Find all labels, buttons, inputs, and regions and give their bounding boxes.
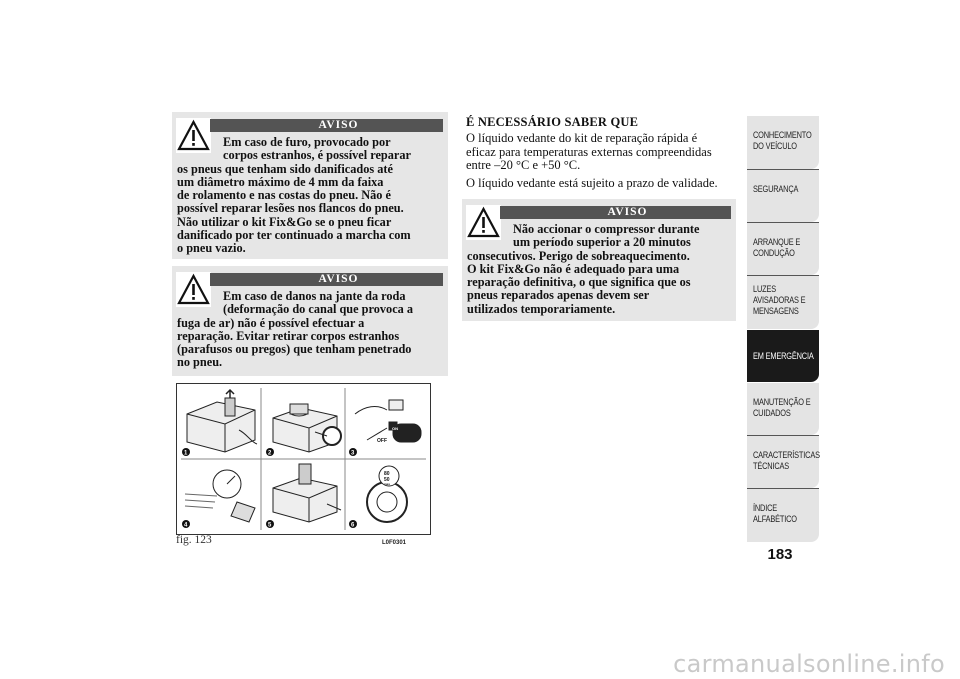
tab-caracteristicas-tecnicas[interactable] — [747, 436, 819, 488]
warning-line: de rolamento e nas costas do pneu. Não é — [177, 188, 391, 203]
speed-unit-label: max — [384, 482, 391, 486]
warning-line: Em caso de furo, provocado por — [223, 135, 391, 149]
tab-label: AVISADORAS E — [753, 295, 806, 305]
warning-line: (parafusos ou pregos) que tenham penetrado — [177, 342, 412, 357]
step-number: 2 — [268, 450, 272, 457]
warning-line: danificado por ter continuado a marcha com — [177, 228, 411, 243]
paragraph-line: entre –20 °C e +50 °C. — [466, 158, 581, 173]
tab-label: ARRANQUE E — [753, 237, 801, 247]
warning-line: o pneu vazio. — [177, 241, 246, 256]
warning-title: AVISO — [210, 273, 443, 286]
warning-line: Em caso de danos na jante da roda — [223, 289, 406, 303]
warning-line: reparação definitiva, o que significa que os — [467, 275, 691, 290]
warning-line: Não accionar o compressor durante — [513, 222, 700, 236]
tab-label: CONDUÇÃO — [753, 248, 795, 258]
speed-label: 80 — [384, 471, 390, 477]
warning-line: um período superior a 20 minutos — [513, 235, 691, 250]
tab-label: ÍNDICE — [753, 503, 778, 513]
tab-label: MANUTENÇÃO E — [753, 397, 811, 407]
tab-label: TÉCNICAS — [753, 461, 790, 471]
section-heading: É NECESSÁRIO SABER QUE — [466, 115, 639, 129]
warning-line: fuga de ar) não é possível efectuar a — [177, 315, 365, 330]
step-number: 3 — [351, 450, 355, 457]
warning-line: um diâmetro máximo de 4 mm da faixa — [177, 174, 384, 189]
figure-illustration — [176, 383, 431, 535]
warning-box-3 — [462, 199, 736, 321]
warning-line: consecutivos. Perigo de sobreaquecimento. — [467, 248, 690, 263]
paragraph-2: O líquido vedante está sujeito a prazo de validade. — [466, 176, 718, 190]
tab-manutencao-e-cuidados[interactable] — [747, 383, 819, 435]
paragraph-line: O líquido vedante do kit de reparação rápida é — [466, 131, 698, 145]
warning-text — [467, 223, 728, 316]
step-number: 6 — [351, 522, 355, 529]
warning-box-2 — [172, 266, 448, 376]
fix-and-go-steps-illustration — [177, 384, 430, 534]
warning-line: utilizados temporariamente. — [467, 301, 616, 316]
step-number: 1 — [184, 450, 188, 457]
figure-code: L0F0301 — [382, 540, 407, 546]
warning-line: pneus reparados apenas devem ser — [467, 288, 650, 303]
off-label: OFF — [377, 438, 387, 444]
warning-title: AVISO — [500, 206, 731, 219]
warning-line: possível reparar lesões nos flancos do pneu. — [177, 201, 404, 216]
warning-line: O kit Fix&Go não é adequado para uma — [467, 261, 680, 276]
tab-label: CUIDADOS — [753, 408, 791, 418]
warning-text — [177, 136, 440, 256]
tab-label: ALFABÉTICO — [753, 514, 797, 524]
warning-line: Não utilizar o kit Fix&Go se o pneu ficar — [177, 214, 392, 229]
warning-line: (deformação do canal que provoca a — [223, 302, 414, 317]
tab-label: SEGURANÇA — [753, 184, 799, 194]
tab-label: CONHECIMENTO — [753, 130, 812, 140]
tab-seguranca[interactable] — [747, 170, 819, 222]
figure-caption: fig. 123 — [176, 534, 212, 546]
page-number: 183 — [767, 546, 793, 563]
tab-conhecimento-do-veiculo[interactable] — [747, 116, 819, 169]
warning-line: no pneu. — [177, 355, 223, 370]
warning-title: AVISO — [210, 119, 443, 132]
step-number: 5 — [268, 522, 272, 529]
tab-label: EM EMERGÊNCIA — [753, 351, 814, 361]
watermark: carmanualsonline.info — [673, 650, 945, 678]
tab-em-emergencia[interactable] — [747, 330, 819, 382]
tab-luzes-avisadoras[interactable] — [747, 276, 819, 329]
step-number: 4 — [184, 522, 188, 529]
warning-line: os pneus que tenham sido danificados até — [177, 161, 393, 176]
speed-label: 50 — [384, 477, 390, 483]
tab-arranque-e-conducao[interactable] — [747, 223, 819, 275]
on-label: ON — [392, 426, 398, 431]
warning-text — [177, 290, 440, 370]
tab-label: CARACTERÍSTICAS — [753, 450, 820, 460]
tab-label: MENSAGENS — [753, 306, 799, 316]
warning-line: reparação. Evitar retirar corpos estranhos — [177, 328, 400, 343]
paragraph-1 — [466, 132, 712, 173]
warning-line: corpos estranhos, é possível reparar — [223, 148, 411, 163]
tab-label: DO VEÍCULO — [753, 141, 797, 151]
tab-label: LUZES — [753, 284, 776, 294]
warning-box-1 — [172, 112, 448, 259]
paragraph-line: eficaz para temperaturas externas compreendidas — [466, 144, 712, 159]
tab-indice-alfabetico[interactable] — [747, 489, 819, 542]
